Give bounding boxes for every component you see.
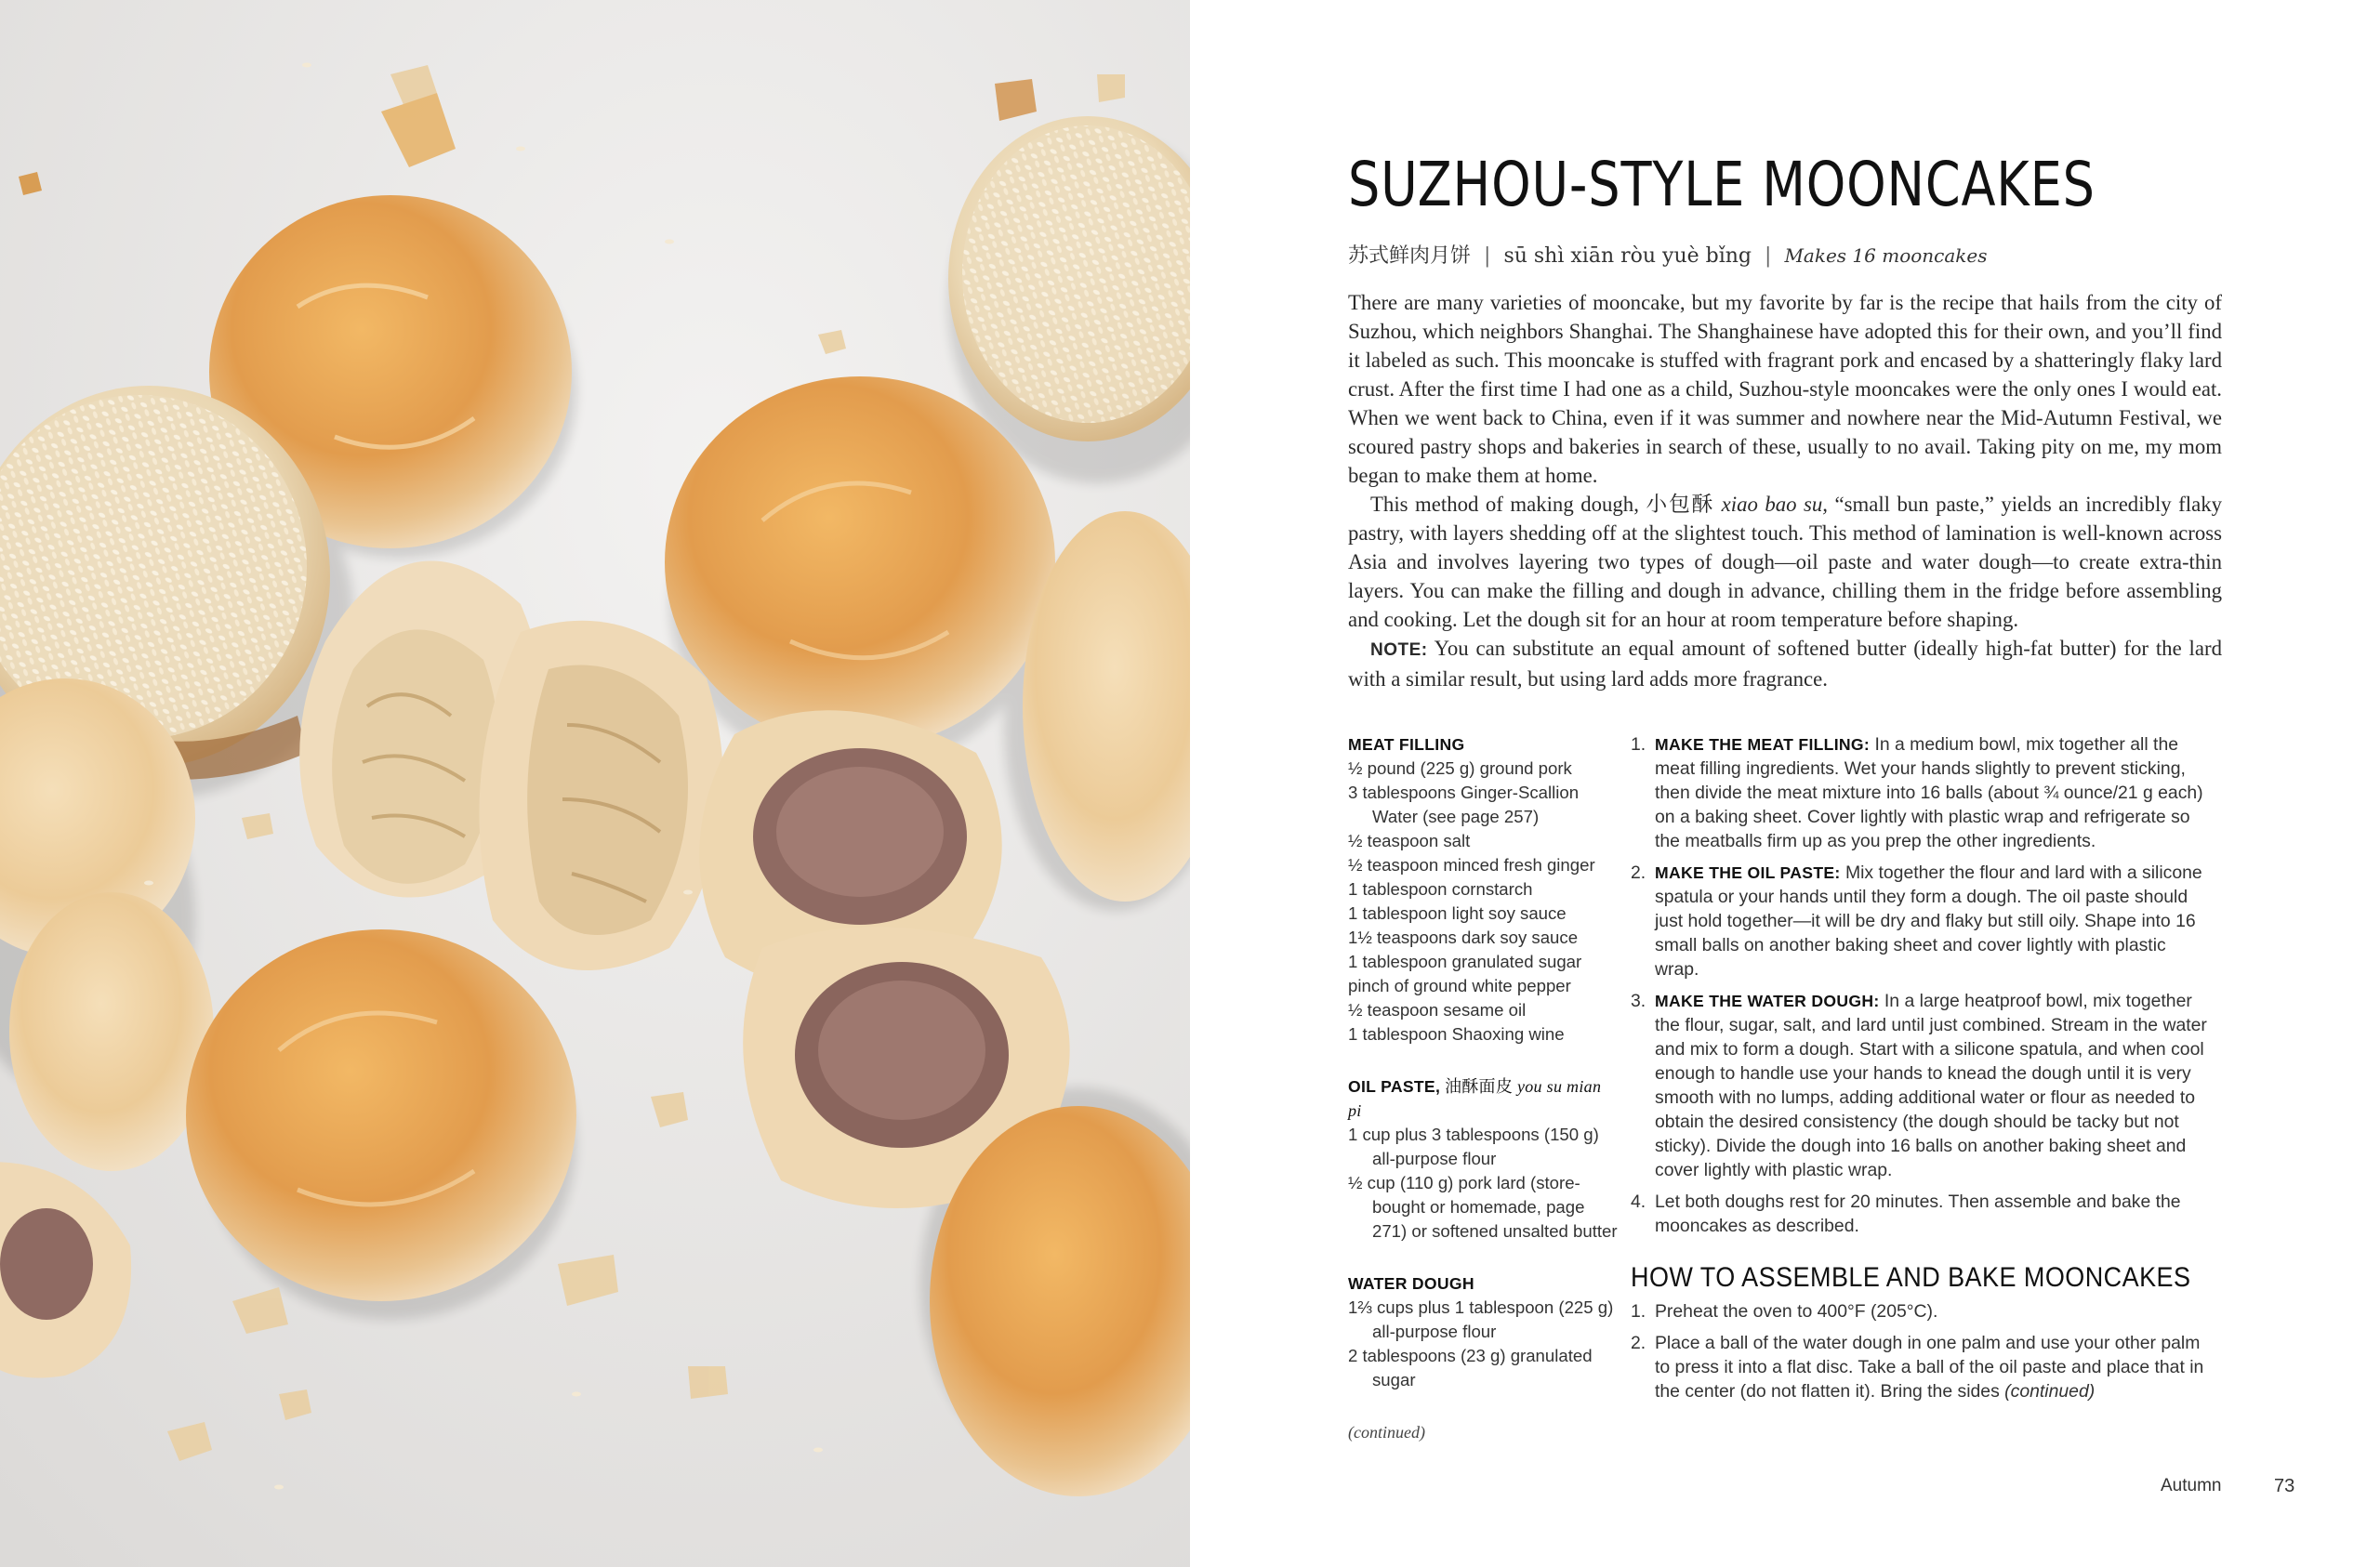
ingredient-group-meat-filling [1348, 732, 1618, 1047]
recipe-page [1190, 0, 2380, 1567]
note-label: NOTE: [1370, 640, 1428, 660]
ingredient-group-heading: WATER DOUGH [1348, 1274, 1474, 1293]
step-text: In a large heatproof bowl, mix together the flour, sugar, salt, and lard until just combined. Stream in the water and mix to form a dough. Start with a silicone spatula, and when cool enough to handle use your hands to knead the dough until it is very smooth with no lumps, adding additional water or flour as needed to obtain the desired consistency (the dough should be tacky but not sticky). Divide the dough into 16 balls on another baking sheet and cover lightly with plastic wrap. [1655, 991, 2207, 1180]
pinyin-name: sū shì xiān ròu yuè bǐng [1503, 244, 1752, 268]
method-steps [1631, 732, 2207, 1238]
step-number: 1. [1631, 1301, 1646, 1322]
step-text: Mix together the flour and lard with a silicone spatula or your hands until they form a dough. The oil paste should just hold together—it will be dry and flaky but still oily. Shape into 16 small balls on another baking sheet and cover lightly with plastic wrap. [1655, 863, 2202, 980]
ingredient-item: 1 tablespoon Shaoxing wine [1348, 1024, 1565, 1044]
ingredient-item: ½ pound (225 g) ground pork [1348, 758, 1572, 778]
baked-mooncake [9, 892, 214, 1171]
assemble-step [1631, 1331, 2207, 1403]
ingredient-group-water-dough [1348, 1271, 1618, 1392]
assemble-step [1631, 1299, 2207, 1323]
ingredient-item: ½ teaspoon salt [1348, 831, 1471, 850]
page-number: 73 [2274, 1476, 2295, 1496]
recipe-title: SUZHOU-STYLE MOONCAKES [1348, 149, 2096, 220]
intro-paragraph-2 [1348, 490, 2222, 634]
ingredient-item: ½ teaspoon sesame oil [1348, 1000, 1527, 1020]
step-text: Preheat the oven to 400°F (205°C). [1655, 1301, 1938, 1322]
continued-note: (continued) [2004, 1381, 2096, 1402]
ingredient-item: 1 tablespoon cornstarch [1348, 879, 1533, 899]
oil-paste-chinese: 油酥面皮 [1440, 1077, 1517, 1096]
step-text: Let both doughs rest for 20 minutes. Then assemble and bake the mooncakes as described. [1655, 1192, 2181, 1236]
intro-paragraph-1: There are many varieties of mooncake, but my favorite by far is the recipe that hails from the city of Suzhou, which neighbors Shanghai. The Shanghainese have adopted this for their own, and you’ll find it labeled as such. This mooncake is stuffed with fragrant pork and encased by a shatteringly flaky lard crust. After the first time I had one as a child, Suzhou-style mooncakes were the only ones I would eat. When we went back to China, even if it was summer and nowhere near the Mid-Autumn Festival, we scoured pastry shops and bakeries in search of these, usually to no avail. Taking pity on me, my mom began to make them at home. [1348, 291, 2222, 487]
step-text: Place a ball of the water dough in one palm and use your other palm to press it into a flat disc. Take a ball of the oil paste and place that in the center (do not flatten it). Bring the sides [1655, 1333, 2204, 1402]
intro-text: “small bun paste,” yields an incredibly flaky pastry, with layers shedding off at the slightest touch. This method of lamination is well-known across Asia and involves layering two types of dough—oil paste and water dough—to create extra-thin layers. You can make the filling and dough in advance, chilling them in the fridge before assembling and cooking. Let the dough sit for an hour at room temperature before shaping. [1348, 493, 2222, 631]
method-step [1631, 1190, 2207, 1238]
method-column [1631, 732, 2207, 1411]
ingredient-item: 1 tablespoon light soy sauce [1348, 903, 1567, 923]
ingredient-item: ½ teaspoon minced fresh ginger [1348, 855, 1595, 875]
note-text: You can substitute an equal amount of softened butter (ideally high-fat butter) for the lard with a similar result, but using lard adds more fragrance. [1348, 637, 2222, 691]
ingredient-group-oil-paste [1348, 1074, 1618, 1244]
intro-pinyin: xiao bao su, [1721, 493, 1829, 516]
method-step [1631, 989, 2207, 1182]
recipe-yield: Makes 16 mooncakes [1784, 244, 1988, 267]
step-lead: MAKE THE MEAT FILLING: [1655, 735, 1871, 754]
ingredients-column [1348, 732, 1618, 1444]
ingredient-item: 2 tablespoons (23 g) granulated sugar [1348, 1346, 1593, 1389]
ingredient-item: 1⅔ cups plus 1 tablespoon (225 g) all-purpose flour [1348, 1297, 1614, 1341]
assemble-steps [1631, 1299, 2207, 1403]
intro-text: This method of making dough, 小包酥 [1370, 493, 1722, 516]
intro-note [1348, 634, 2222, 693]
separator: | [1765, 244, 1772, 268]
ingredient-group-heading: MEAT FILLING [1348, 735, 1465, 754]
baked-mooncake [186, 929, 576, 1301]
ingredient-item: 3 tablespoons Ginger-Scallion Water (see page 257) [1348, 783, 1580, 826]
recipe-intro [1348, 288, 2222, 693]
running-footer-section: Autumn [2161, 1476, 2222, 1495]
oil-paste-heading: OIL PASTE, [1348, 1077, 1441, 1096]
step-number: 3. [1631, 991, 1646, 1011]
assemble-heading: HOW TO ASSEMBLE AND BAKE MOONCAKES [1631, 1262, 2191, 1293]
method-step [1631, 732, 2207, 853]
ingredient-item: 1½ teaspoons dark soy sauce [1348, 928, 1579, 947]
step-lead: MAKE THE OIL PASTE: [1655, 863, 1841, 882]
continued-note: (continued) [1348, 1423, 1425, 1442]
method-step [1631, 861, 2207, 981]
step-number: 2. [1631, 863, 1646, 883]
oil-paste-pinyin: you su mian pi [1348, 1077, 1602, 1120]
recipe-subtitle [1348, 240, 1988, 269]
chinese-name: 苏式鲜肉月饼 [1348, 244, 1472, 268]
ingredient-item: ½ cup (110 g) pork lard (store-bought or homemade, page 271) or softened unsalted butter [1348, 1173, 1618, 1241]
baked-mooncake [665, 376, 1055, 748]
step-number: 4. [1631, 1192, 1646, 1212]
step-text: In a medium bowl, mix together all the meat filling ingredients. Wet your hands slightly to prevent sticking, then divide the meat mixture into 16 balls (about ¾ ounce/21 g each) on a baking sheet. Cover lightly with plastic wrap and refrigerate so the meatballs firm up as you prep the other ingredients. [1655, 734, 2203, 851]
step-number: 2. [1631, 1333, 1646, 1353]
step-lead: MAKE THE WATER DOUGH: [1655, 992, 1880, 1010]
ingredient-item: 1 cup plus 3 tablespoons (150 g) all-purpose flour [1348, 1125, 1599, 1168]
ingredient-item: 1 tablespoon granulated sugar [1348, 952, 1582, 971]
ingredient-group-heading [1348, 1074, 1618, 1123]
separator: | [1484, 244, 1491, 268]
ingredient-item: pinch of ground white pepper [1348, 976, 1571, 995]
step-number: 1. [1631, 734, 1646, 755]
